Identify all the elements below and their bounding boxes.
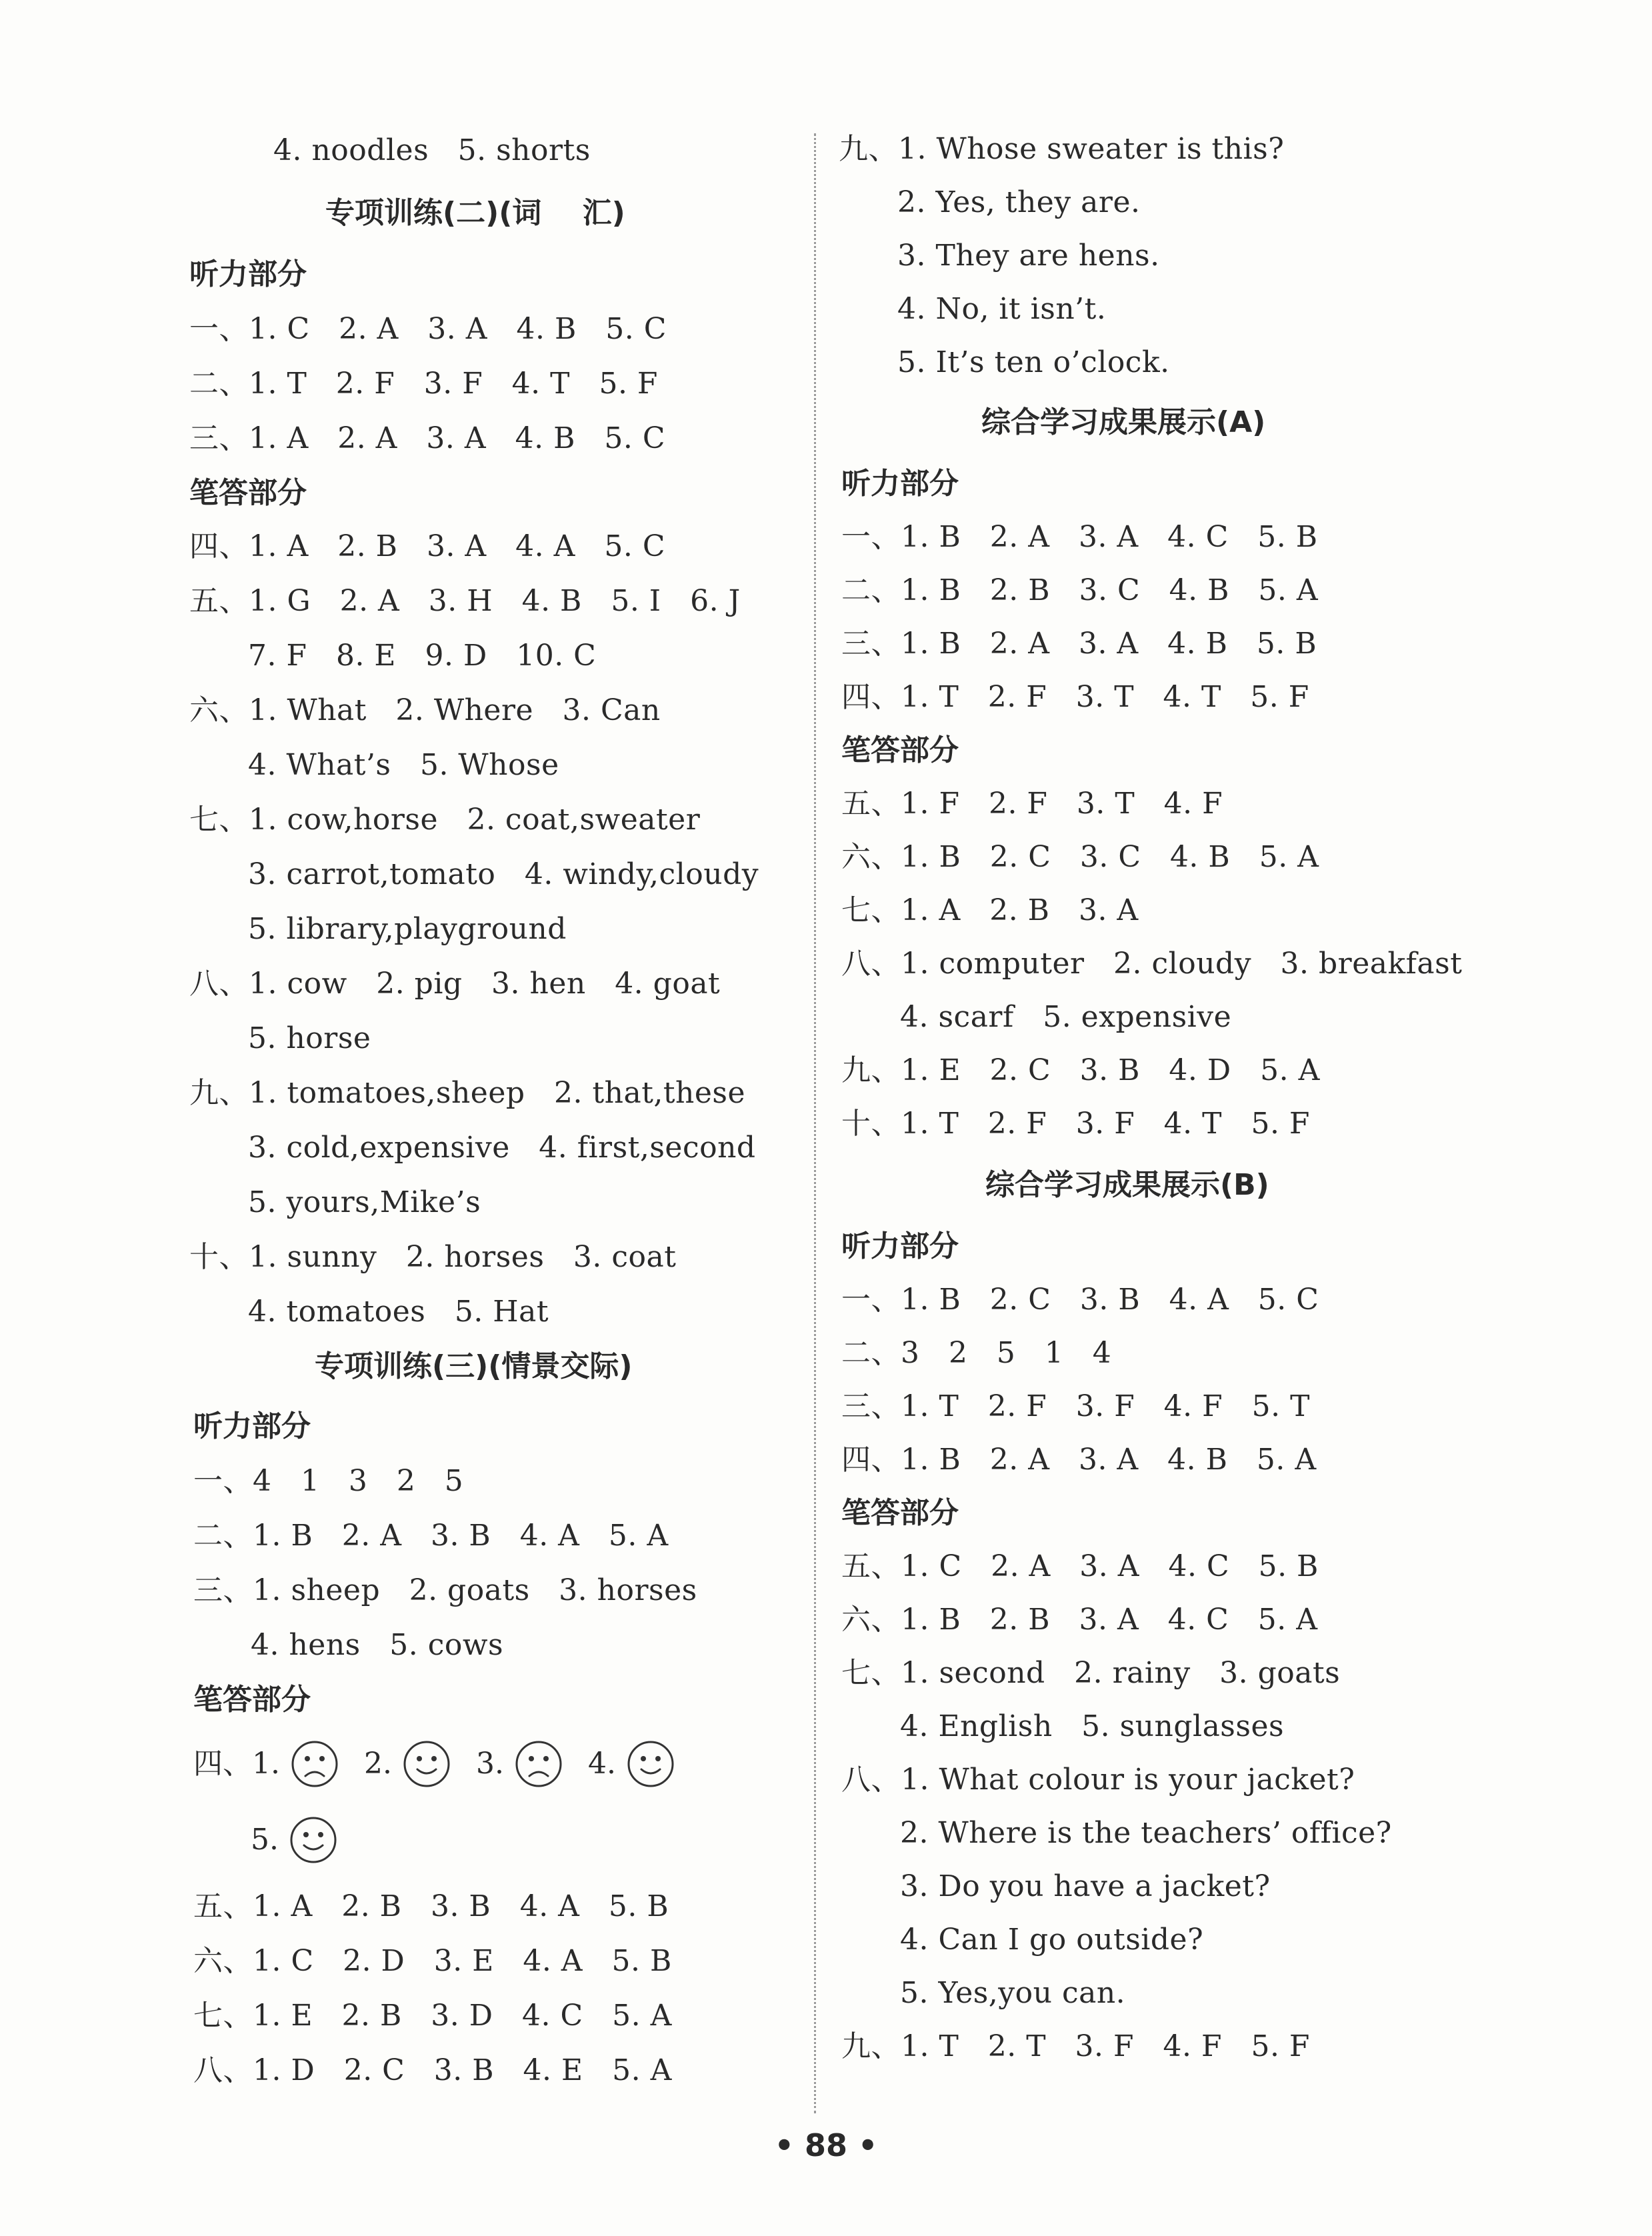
happy-face-icon <box>401 1739 452 1789</box>
answer-line: 5. library,playground <box>248 912 567 946</box>
face-answer-2 <box>364 1739 452 1789</box>
answer-line: 七、1. cow,horse 2. coat,sweater <box>189 803 701 837</box>
subsection-heading: 笔答部分 <box>193 1683 311 1717</box>
answer-line: 三、1. A 2. A 3. A 4. B 5. C <box>189 421 665 455</box>
answer-line: 4. No, it isn’t. <box>897 292 1107 326</box>
answer-line: 六、1. B 2. B 3. A 4. C 5. A <box>841 1603 1318 1637</box>
face-number: 2. <box>363 1747 392 1781</box>
face-number: 3. <box>475 1747 504 1781</box>
answer-line: 五、1. F 2. F 3. T 4. F <box>841 787 1223 821</box>
answer-line: 四、1. B 2. A 3. A 4. B 5. A <box>841 1443 1317 1477</box>
answer-line: 4. tomatoes 5. Hat <box>248 1295 549 1329</box>
answer-line: 七、1. E 2. B 3. D 4. C 5. A <box>193 1999 672 2033</box>
answer-line: 八、1. D 2. C 3. B 4. E 5. A <box>193 2053 672 2087</box>
face-number: 5. <box>251 1823 279 1857</box>
answer-line: 六、1. What 2. Where 3. Can <box>189 693 661 727</box>
answer-line: 5. horse <box>248 1021 371 1055</box>
answer-line: 八、1. cow 2. pig 3. hen 4. goat <box>189 967 721 1001</box>
answer-line: 一、1. B 2. C 3. B 4. A 5. C <box>841 1283 1319 1317</box>
face-answer-1 <box>193 1739 340 1789</box>
answer-line: 4. scarf 5. expensive <box>900 1000 1232 1034</box>
faces-row <box>193 1739 700 1789</box>
subsection-heading: 听力部分 <box>841 1229 959 1263</box>
answer-line: 3. Do you have a jacket? <box>900 1869 1271 1903</box>
answer-line: 四、1. T 2. F 3. T 4. T 5. F <box>841 680 1309 714</box>
section-heading: 综合学习成果展示(A) <box>981 405 1266 439</box>
sad-face-icon <box>513 1739 564 1789</box>
answer-line: 一、4 1 3 2 5 <box>193 1464 464 1498</box>
answer-line: 二、1. B 2. A 3. B 4. A 5. A <box>193 1519 669 1553</box>
face-answer-4 <box>588 1739 676 1789</box>
faces-row <box>251 1815 363 1865</box>
happy-face-icon <box>625 1739 676 1789</box>
subsection-heading: 笔答部分 <box>841 733 959 767</box>
answer-line: 一、1. C 2. A 3. A 4. B 5. C <box>189 312 667 346</box>
section-heading: 专项训练(二)(词 汇) <box>325 196 625 230</box>
sad-face-icon <box>289 1739 340 1789</box>
answer-line: 八、1. What colour is your jacket? <box>841 1763 1355 1797</box>
subsection-heading: 笔答部分 <box>189 476 307 510</box>
answer-line: 3. cold,expensive 4. first,second <box>248 1131 756 1165</box>
answer-line: 六、1. C 2. D 3. E 4. A 5. B <box>193 1944 672 1978</box>
section-heading: 专项训练(三)(情景交际) <box>315 1349 633 1383</box>
answer-line: 九、1. Whose sweater is this? <box>839 132 1285 166</box>
subsection-heading: 笔答部分 <box>841 1496 959 1530</box>
answer-line: 3. carrot,tomato 4. windy,cloudy <box>248 857 759 891</box>
answer-line: 十、1. sunny 2. horses 3. coat <box>189 1240 677 1274</box>
answer-line: 七、1. second 2. rainy 3. goats <box>841 1656 1341 1690</box>
answer-line: 九、1. E 2. C 3. B 4. D 5. A <box>841 1053 1320 1087</box>
answer-line: 五、1. G 2. A 3. H 4. B 5. I 6. J <box>189 584 741 618</box>
answer-line: 六、1. B 2. C 3. C 4. B 5. A <box>841 840 1319 874</box>
answer-line: 三、1. sheep 2. goats 3. horses <box>193 1573 697 1607</box>
answer-line: 十、1. T 2. F 3. F 4. T 5. F <box>841 1107 1310 1141</box>
answer-line: 三、1. B 2. A 3. A 4. B 5. B <box>841 627 1317 661</box>
column-divider <box>814 133 816 2113</box>
answer-line: 二、3 2 5 1 4 <box>841 1336 1112 1370</box>
subsection-heading: 听力部分 <box>841 467 959 501</box>
answer-line: 五、1. C 2. A 3. A 4. C 5. B <box>841 1549 1319 1583</box>
answer-line: 5. Yes,you can. <box>900 1976 1126 2010</box>
answer-line: 七、1. A 2. B 3. A <box>841 893 1139 927</box>
answer-line: 四、1. A 2. B 3. A 4. A 5. C <box>189 529 665 563</box>
face-answer-3 <box>476 1739 564 1789</box>
page-number: • 88 • <box>774 2127 878 2163</box>
answer-line: 二、1. B 2. B 3. C 4. B 5. A <box>841 573 1319 607</box>
answer-line: 4. noodles 5. shorts <box>273 133 591 167</box>
answer-line: 二、1. T 2. F 3. F 4. T 5. F <box>189 367 658 401</box>
answer-line: 7. F 8. E 9. D 10. C <box>248 639 597 673</box>
subsection-heading: 听力部分 <box>193 1409 311 1443</box>
face-number: 四、1. <box>193 1747 280 1781</box>
answer-line: 2. Where is the teachers’ office? <box>900 1816 1392 1850</box>
answer-line: 3. They are hens. <box>897 239 1160 273</box>
answer-line: 五、1. A 2. B 3. B 4. A 5. B <box>193 1889 669 1923</box>
answer-line: 4. English 5. sunglasses <box>900 1709 1285 1743</box>
answer-line: 三、1. T 2. F 3. F 4. F 5. T <box>841 1389 1310 1423</box>
answer-line: 4. What’s 5. Whose <box>248 748 559 782</box>
face-answer-5 <box>251 1815 339 1865</box>
answer-line: 2. Yes, they are. <box>897 185 1141 219</box>
answer-line: 4. hens 5. cows <box>251 1628 504 1662</box>
answer-line: 九、1. tomatoes,sheep 2. that,these <box>189 1076 746 1110</box>
subsection-heading: 听力部分 <box>189 257 307 291</box>
answer-line: 5. It’s ten o’clock. <box>897 345 1170 379</box>
answer-line: 4. Can I go outside? <box>900 1923 1204 1957</box>
answer-line: 5. yours,Mike’s <box>248 1185 481 1219</box>
answer-line: 一、1. B 2. A 3. A 4. C 5. B <box>841 520 1318 554</box>
section-heading: 综合学习成果展示(B) <box>985 1168 1269 1202</box>
happy-face-icon <box>288 1815 339 1865</box>
answer-line: 八、1. computer 2. cloudy 3. breakfast <box>841 947 1463 981</box>
answer-line: 九、1. T 2. T 3. F 4. F 5. F <box>841 2029 1310 2063</box>
face-number: 4. <box>587 1747 616 1781</box>
